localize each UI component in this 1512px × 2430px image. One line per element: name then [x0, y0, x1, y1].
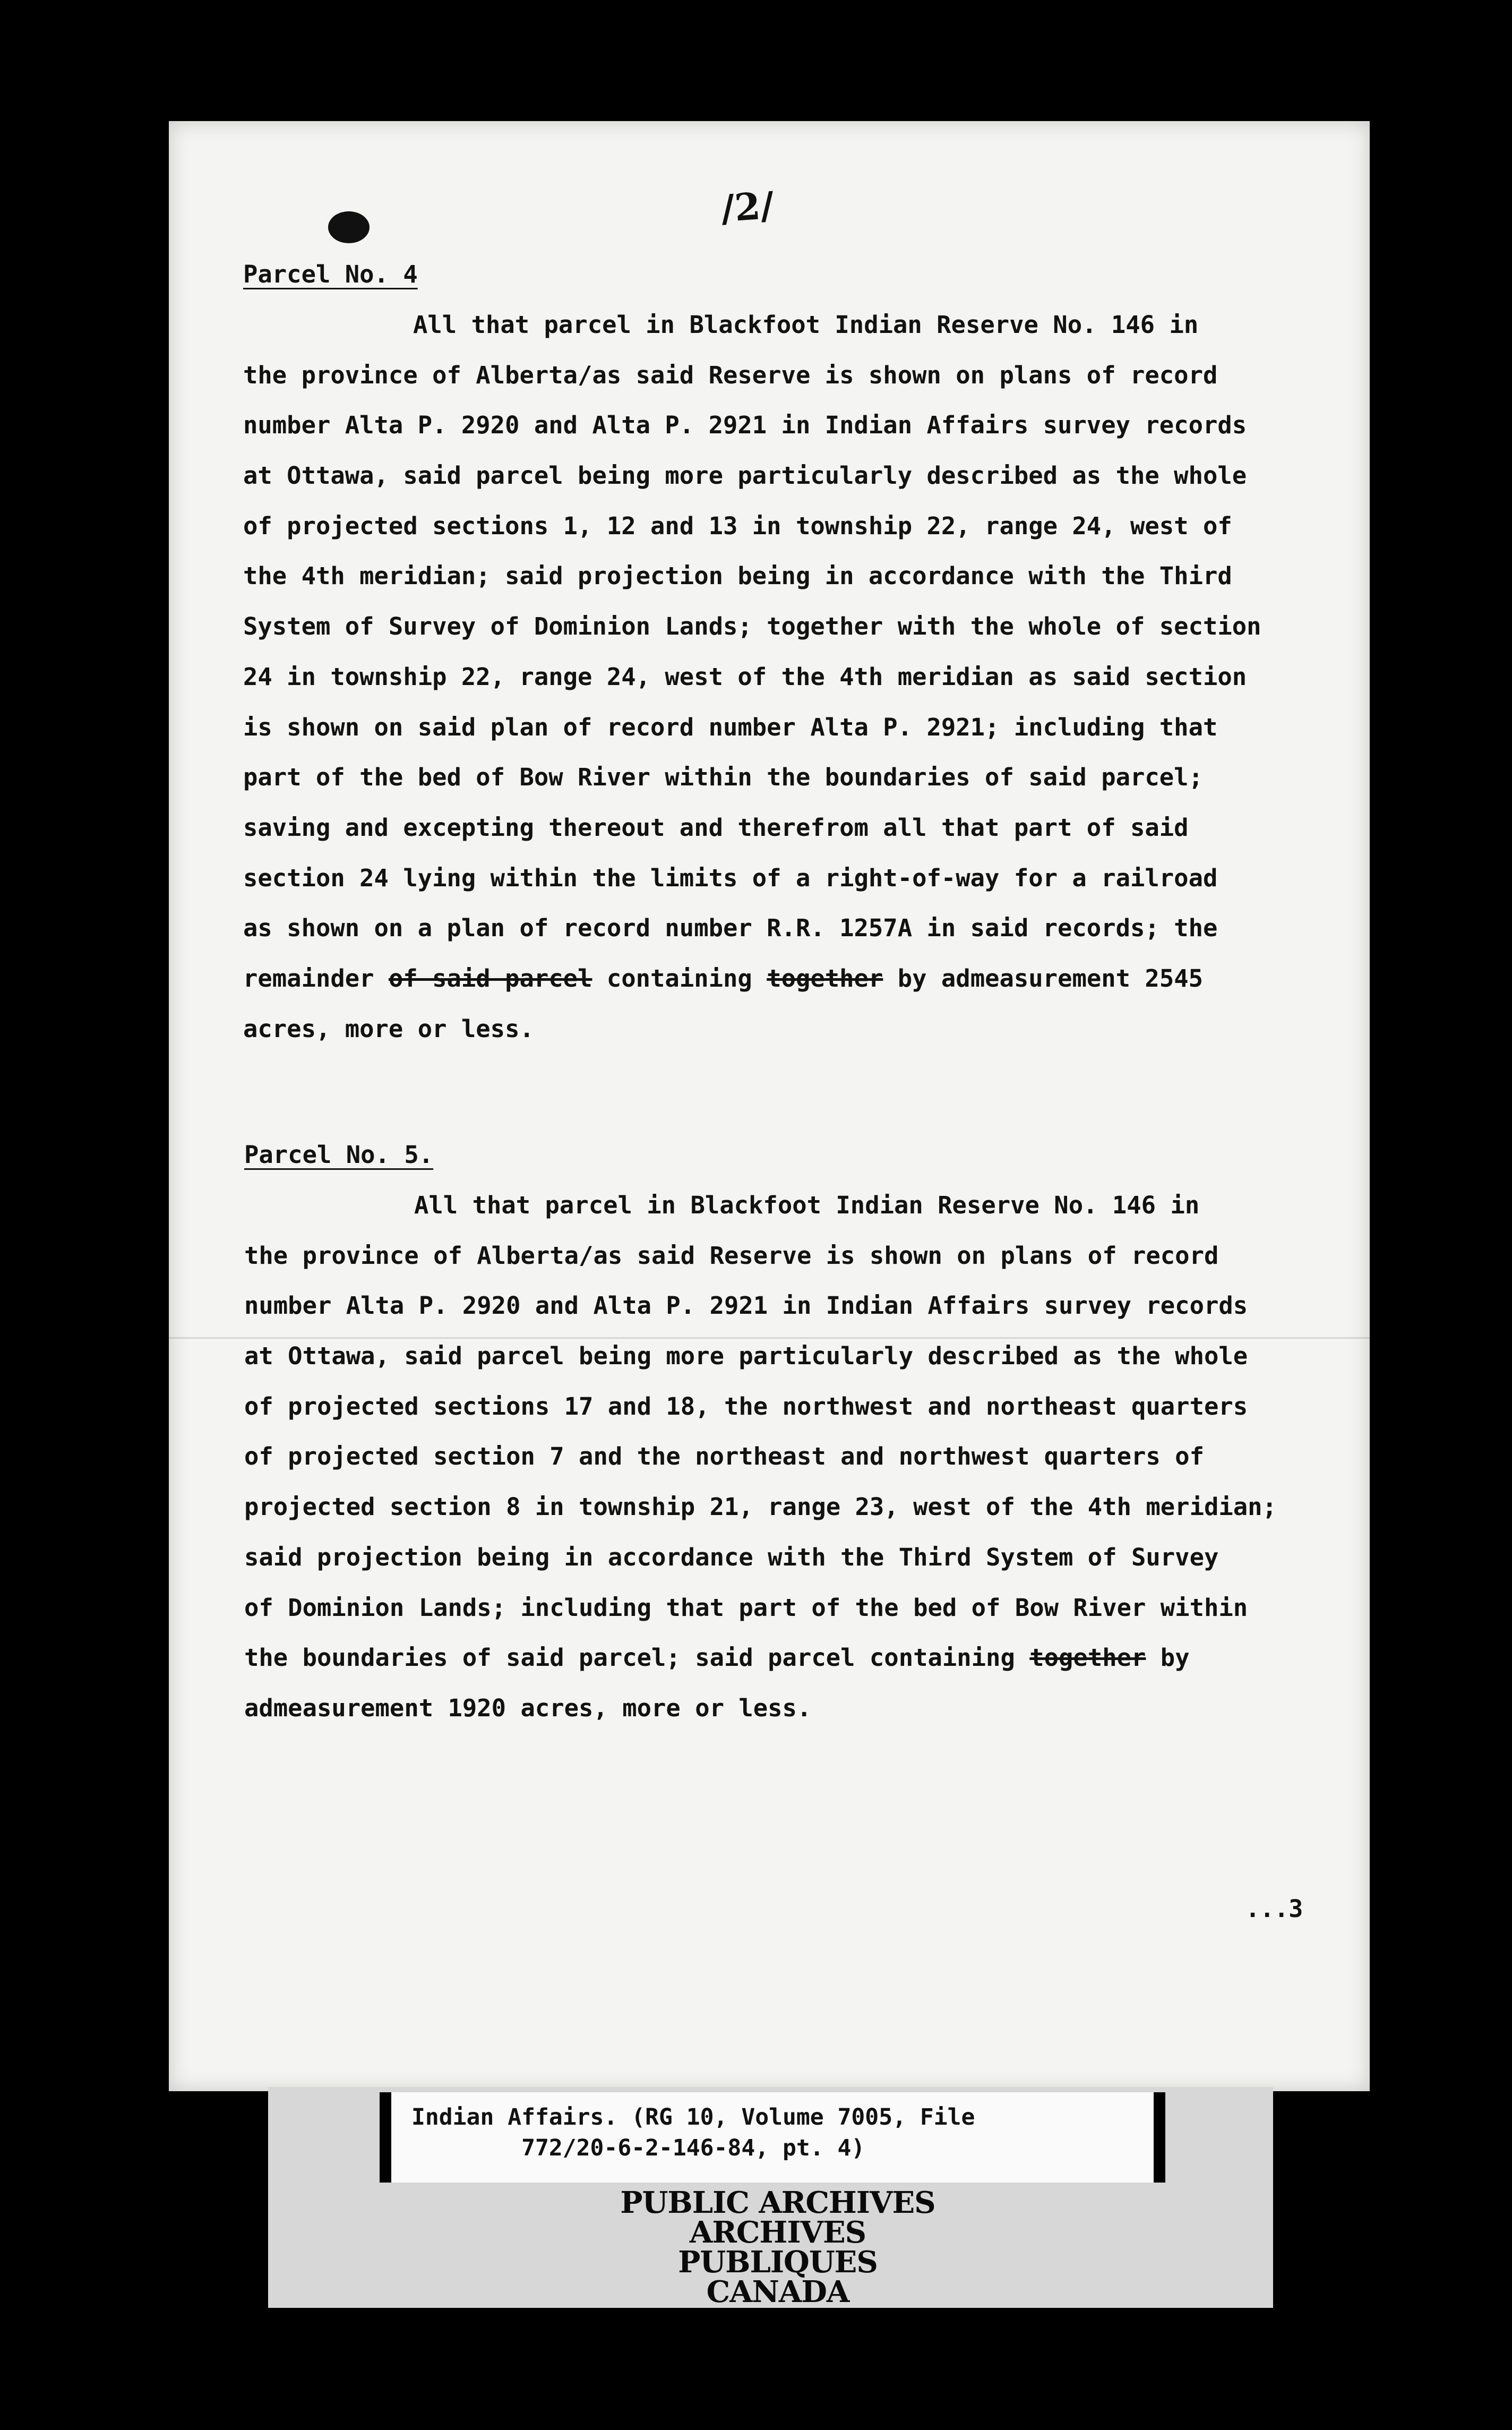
parcel-4-line: part of the bed of Bow River within the boundaries of said parcel; — [243, 763, 1203, 792]
parcel-4-line: is shown on said plan of record number Alta P. 2921; including that — [243, 713, 1218, 741]
text-segment: the boundaries of said parcel; said parcel containing — [244, 1644, 1030, 1672]
parcel-5-line: All that parcel in Blackfoot Indian Reserve No. 146 in — [414, 1191, 1200, 1219]
text-segment: by admeasurement 2545 — [883, 964, 1203, 992]
citation-line-2 — [411, 2133, 1143, 2163]
parcel-4-line: number Alta P. 2920 and Alta P. 2921 in Indian Affairs survey records — [243, 411, 1247, 440]
ink-blot — [328, 211, 370, 243]
parcel-4-heading: Parcel No. 4 — [243, 260, 418, 288]
parcel-5-line: of projected section 7 and the northeast and northwest quarters of — [244, 1442, 1204, 1471]
parcel-4-line: of projected sections 1, 12 and 13 in township 22, range 24, west of — [243, 511, 1232, 540]
struck-text: of said parcel — [388, 964, 592, 992]
parcel-4-line: section 24 lying within the limits of a right-of-way for a railroad — [243, 863, 1218, 892]
archive-stamp — [592, 2185, 964, 2309]
parcel-4-line: the province of Alberta/as said Reserve is shown on plans of record — [243, 361, 1218, 389]
parcel-5-line: number Alta P. 2920 and Alta P. 2921 in Indian Affairs survey records — [244, 1291, 1248, 1320]
parcel-5-section — [244, 1141, 1333, 1734]
archive-label-strip — [268, 2087, 1273, 2308]
parcel-5-line: at Ottawa, said parcel being more particularly described as the whole — [244, 1342, 1248, 1371]
archive-stamp-line-1: PUBLIC ARCHIVES — [620, 2185, 935, 2220]
continuation-marker: ...3 — [1245, 1895, 1303, 1923]
parcel-5-line: said projection being in accordance with the Third System of Survey — [244, 1543, 1219, 1571]
parcel-4-line: All that parcel in Blackfoot Indian Reserve No. 146 in — [413, 311, 1199, 339]
parcel-5-body — [244, 1180, 1333, 1734]
parcel-4-line: as shown on a plan of record number R.R. 1257A in said records; the — [243, 914, 1218, 943]
parcel-5-line: projected section 8 in township 21, range 23, west of the 4th meridian; — [244, 1493, 1277, 1521]
parcel-4-section — [243, 260, 1331, 1054]
page-number: /2/ — [719, 183, 776, 231]
text-segment: remainder — [243, 964, 389, 992]
citation-file-ref: 772/20-6-2-146-84, pt. 4) — [521, 2135, 865, 2161]
parcel-4-body — [243, 300, 1331, 1054]
parcel-4-line: System of Survey of Dominion Lands; together with the whole of section — [243, 612, 1261, 641]
citation-label — [380, 2092, 1165, 2183]
struck-text: together — [767, 964, 883, 992]
parcel-5-closing-line: admeasurement 1920 acres, more or less. — [244, 1693, 812, 1722]
parcel-4-line: at Ottawa, said parcel being more particularly described as the whole — [243, 461, 1247, 490]
document-page — [169, 121, 1370, 2091]
archive-stamp-line-2: ARCHIVES PUBLIQUES — [678, 2215, 878, 2280]
parcel-5-line: the province of Alberta/as said Reserve is shown on plans of record — [244, 1241, 1219, 1270]
parcel-5-heading: Parcel No. 5. — [244, 1141, 434, 1169]
archive-stamp-line-3: CANADA — [706, 2274, 849, 2309]
struck-text: together — [1029, 1644, 1146, 1672]
parcel-4-line: saving and excepting thereout and therefrom all that part of said — [243, 813, 1189, 842]
parcel-4-line: 24 in township 22, range 24, west of the 4th meridian as said section — [243, 662, 1247, 691]
text-segment: containing — [592, 964, 767, 992]
text-segment: by — [1146, 1644, 1190, 1672]
parcel-5-line: of Dominion Lands; including that part of the bed of Bow River within — [244, 1593, 1248, 1622]
parcel-4-line-with-strikeouts — [243, 954, 1331, 1004]
parcel-4-closing-line: acres, more or less. — [243, 1014, 534, 1043]
parcel-4-line: the 4th meridian; said projection being in accordance with the Third — [243, 562, 1232, 591]
parcel-5-line: of projected sections 17 and 18, the northwest and northeast quarters — [244, 1392, 1248, 1421]
citation-line-1: Indian Affairs. (RG 10, Volume 7005, File — [411, 2104, 975, 2130]
parcel-5-line-with-strikeout — [244, 1633, 1333, 1683]
